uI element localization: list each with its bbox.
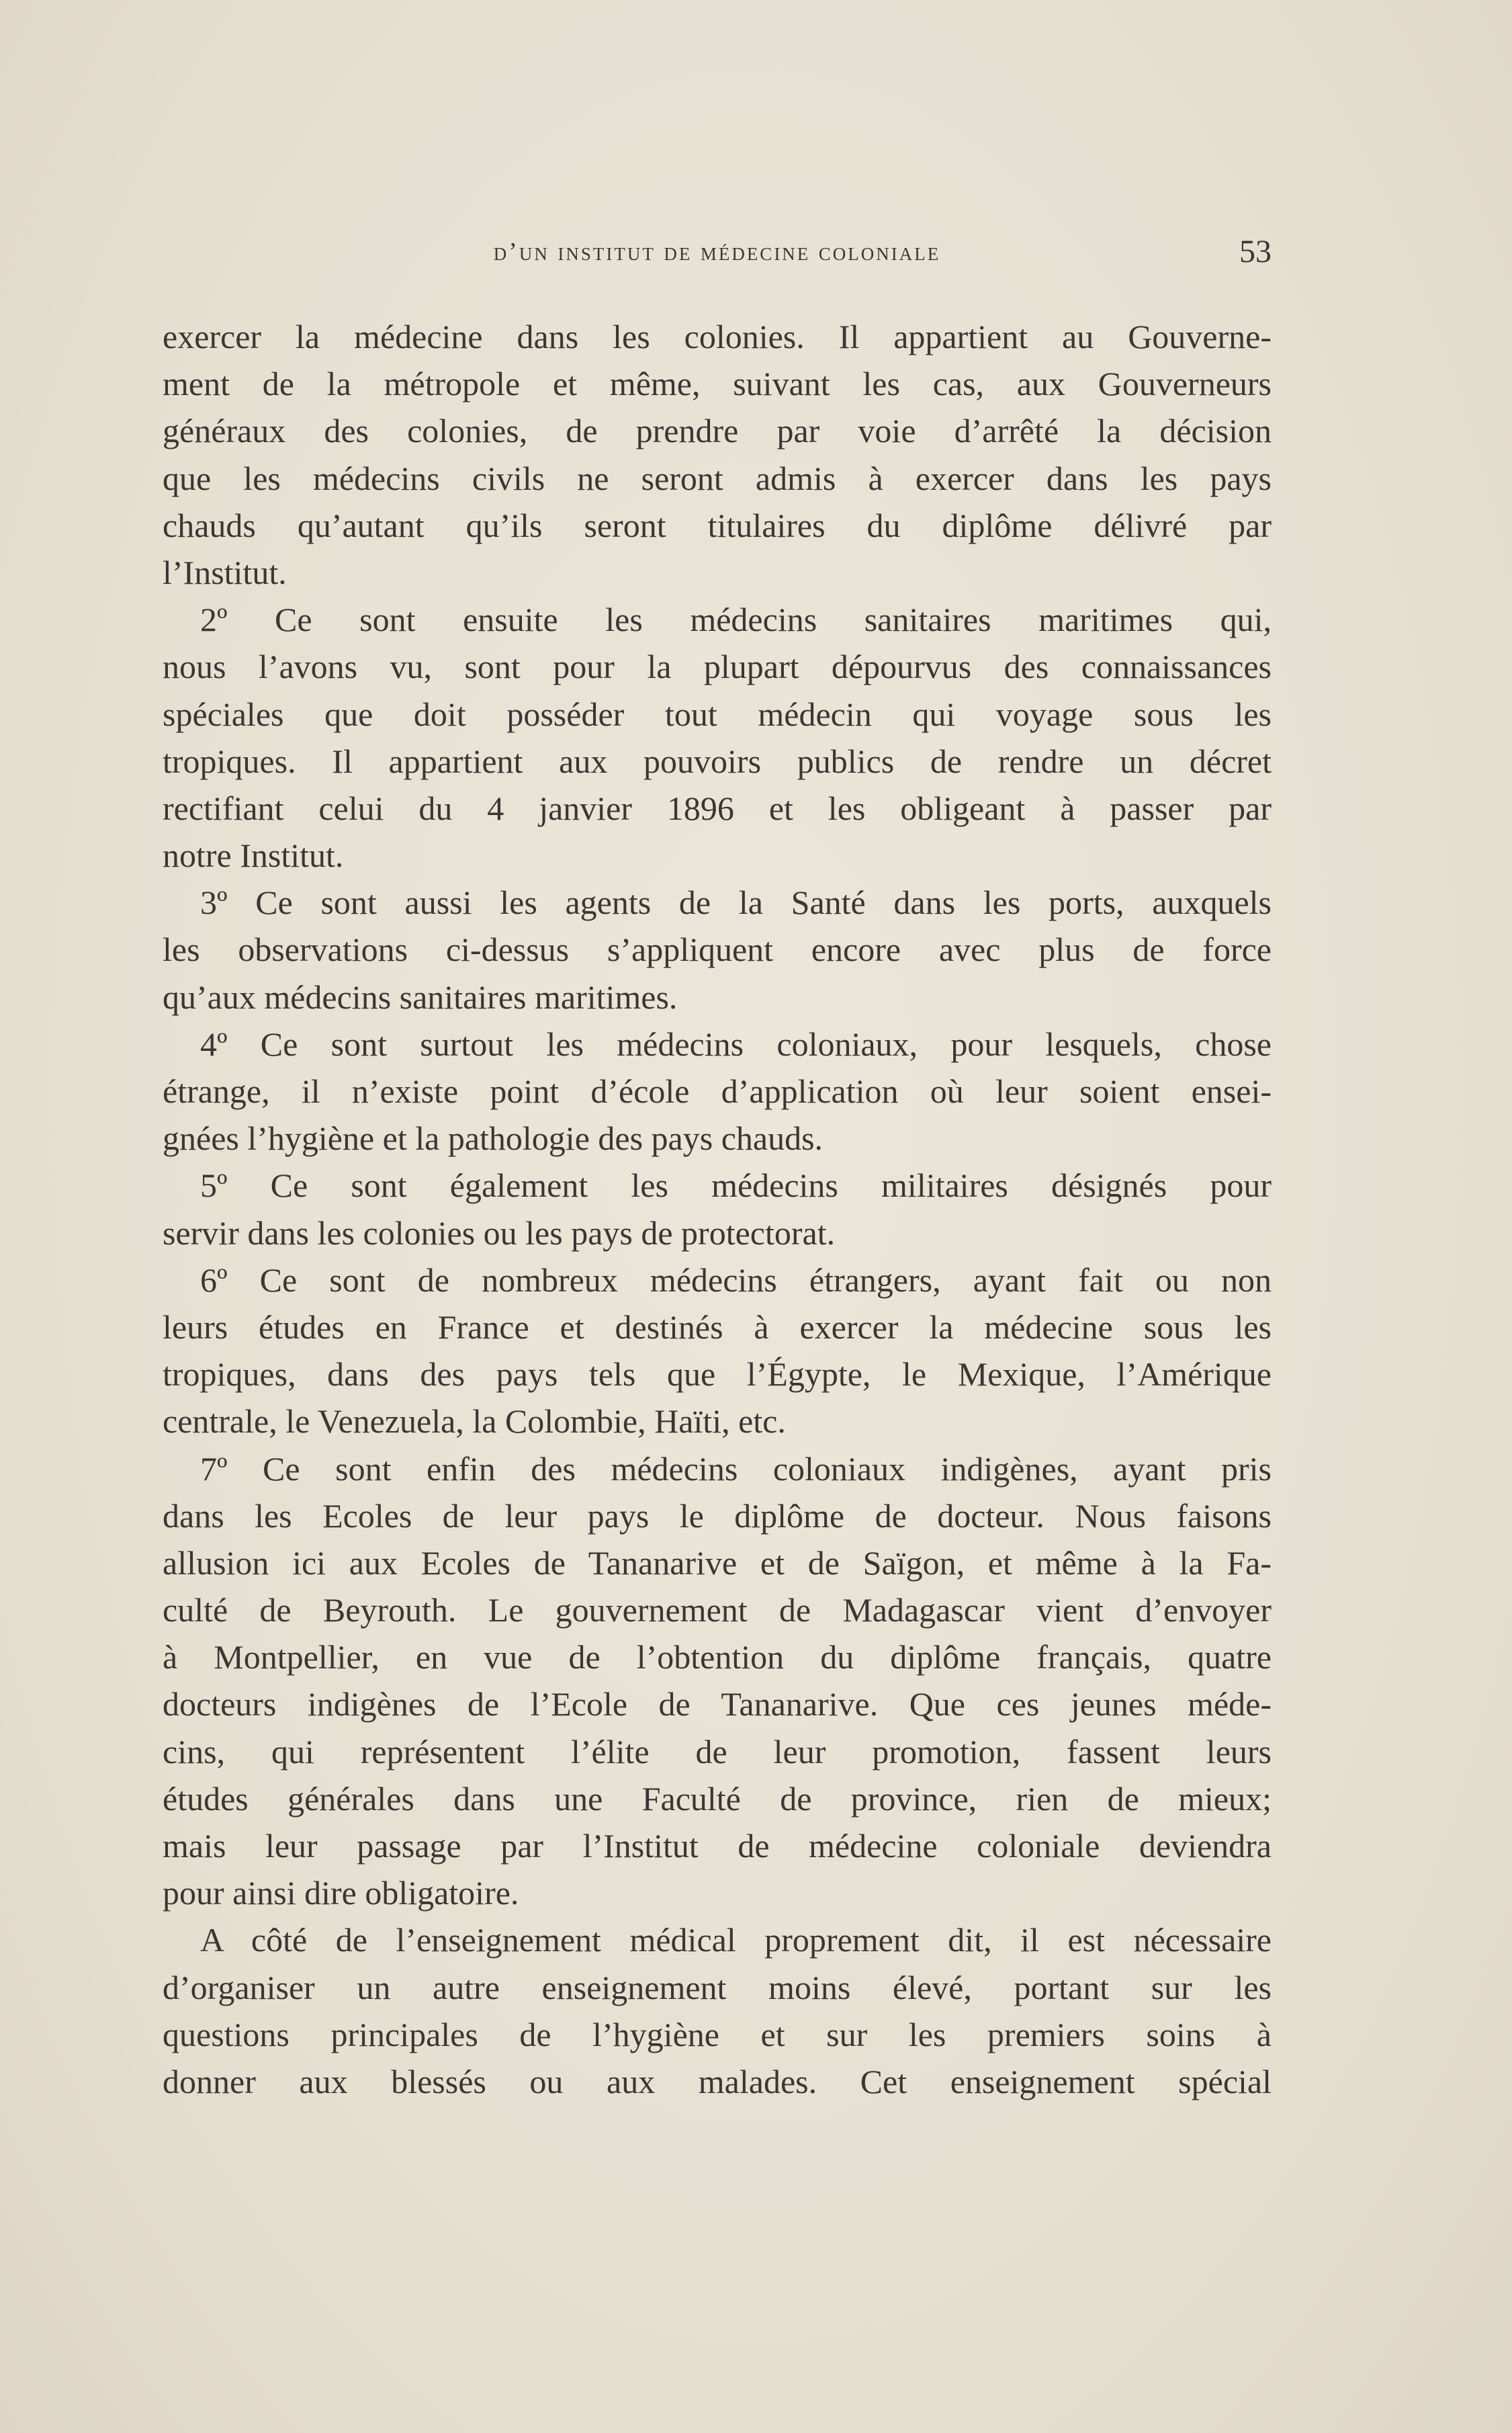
text-line: d’organiser un autre enseignement moins élevé, portant sur les: [163, 1968, 1272, 2006]
text-line: servir dans les colonies ou les pays de protectorat.: [163, 1213, 836, 1252]
text-line: 2º Ce sont ensuite les médecins sanitaires maritimes qui,: [200, 601, 1272, 639]
text-line: pour ainsi dire obligatoire.: [163, 1874, 519, 1912]
text-line: ment de la métropole et même, suivant les cas, aux Gouverneurs: [163, 365, 1272, 403]
text-line: dans les Ecoles de leur pays le diplôme de docteur. Nous faisons: [163, 1496, 1272, 1535]
text-line: spéciales que doit posséder tout médecin qui voyage sous les: [163, 695, 1272, 733]
text-line: rectifiant celui du 4 janvier 1896 et les obligeant à passer par: [163, 789, 1272, 827]
text-line: tropiques, dans des pays tels que l’Égypte, le Mexique, l’Amérique: [163, 1355, 1272, 1394]
text-line: exercer la médecine dans les colonies. Il appartient au Gouverne-: [163, 318, 1272, 355]
text-line: nous l’avons vu, sont pour la plupart dépourvus des connaissances: [163, 648, 1272, 686]
text-line: centrale, le Venezuela, la Colombie, Haïti, etc.: [163, 1402, 786, 1441]
paragraph: [163, 1021, 1272, 1162]
paragraph: [163, 313, 1272, 596]
body-text: [163, 313, 1272, 2105]
text-line: généraux des colonies, de prendre par voie d’arrêté la décision: [163, 412, 1272, 450]
page-number: 53: [1239, 234, 1272, 269]
text-line: chauds qu’autant qu’ils seront titulaires du diplôme délivré par: [163, 506, 1272, 544]
running-title: d’un institut de médecine coloniale: [493, 238, 941, 266]
text-line: tropiques. Il appartient aux pouvoirs publics de rendre un décret: [163, 742, 1272, 780]
text-line: mais leur passage par l’Institut de médecine coloniale deviendra: [163, 1827, 1272, 1865]
text-line: 7º Ce sont enfin des médecins coloniaux indigènes, ayant pris: [200, 1449, 1272, 1488]
text-line: notre Institut.: [163, 837, 344, 875]
text-line: leurs études en France et destinés à exercer la médecine sous les: [163, 1308, 1272, 1346]
paragraph: [163, 1445, 1272, 1917]
text-line: que les médecins civils ne seront admis à exercer dans les pays: [163, 459, 1272, 497]
text-line: allusion ici aux Ecoles de Tananarive et de Saïgon, et même à la Fa-: [163, 1543, 1272, 1582]
text-line: 6º Ce sont de nombreux médecins étrangers, ayant fait ou non: [200, 1261, 1272, 1299]
paragraph: [163, 1916, 1272, 2105]
text-line: 5º Ce sont également les médecins militaires désignés pour: [200, 1166, 1272, 1205]
text-line: qu’aux médecins sanitaires maritimes.: [163, 978, 678, 1016]
running-header: [163, 232, 1272, 272]
paragraph: [163, 1162, 1272, 1256]
text-line: études générales dans une Faculté de province, rien de mieux;: [163, 1779, 1272, 1818]
text-line: cins, qui représentent l’élite de leur promotion, fassent leurs: [163, 1732, 1272, 1770]
text-line: questions principales de l’hygiène et sur les premiers soins à: [163, 2015, 1272, 2053]
paragraph: [163, 596, 1272, 879]
text-line: A côté de l’enseignement médical proprement dit, il est nécessaire: [200, 1921, 1272, 1959]
text-line: gnées l’hygiène et la pathologie des pays chauds.: [163, 1119, 824, 1158]
text-line: à Montpellier, en vue de l’obtention du diplôme français, quatre: [163, 1638, 1272, 1676]
text-line: docteurs indigènes de l’Ecole de Tananarive. Que ces jeunes méde-: [163, 1685, 1272, 1723]
text-line: 4º Ce sont surtout les médecins coloniaux, pour lesquels, chose: [200, 1025, 1272, 1063]
text-line: 3º Ce sont aussi les agents de la Santé dans les ports, auxquels: [200, 884, 1272, 922]
text-line: donner aux blessés ou aux malades. Cet enseignement spécial: [163, 2062, 1272, 2100]
paragraph: [163, 1256, 1272, 1445]
text-line: l’Institut.: [163, 553, 287, 591]
paragraph: [163, 879, 1272, 1021]
text-line: culté de Beyrouth. Le gouvernement de Madagascar vient d’envoyer: [163, 1591, 1272, 1629]
text-line: étrange, il n’existe point d’école d’application où leur soient ensei-: [163, 1072, 1272, 1110]
text-line: les observations ci-dessus s’appliquent encore avec plus de force: [163, 931, 1272, 969]
